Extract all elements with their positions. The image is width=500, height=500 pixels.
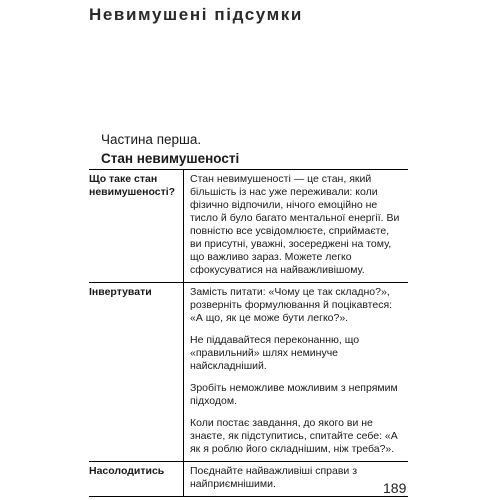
term-cell: Що таке стан невимушеності? — [89, 173, 176, 198]
definition-cell — [183, 462, 408, 496]
definition-cell — [183, 170, 408, 282]
table-row — [89, 462, 408, 497]
table-row — [89, 170, 408, 283]
definition-paragraph: Коли постає завдання, до якого ви не знаєте, як підступитись, спитайте себе: «А як я роблю його складнішим, ніж треба?». — [190, 417, 398, 455]
section-heading — [101, 130, 239, 168]
definition-paragraph: Зробіть неможливе можливим з непрямим підходом. — [190, 382, 398, 407]
part-label: Частина перша. — [101, 132, 202, 147]
definition-paragraph: Поєднайте найважливіші справи з найприємнішими. — [190, 465, 358, 490]
definition-paragraph: Не піддавайтеся переконанню, що «правильний» шлях неминуче найскладніший. — [190, 334, 360, 372]
definition-paragraph: Стан невимушеності — це стан, який більшість із нас уже переживали: коли фізично відпочили, нічого емоційно не тисло й було багато ментальної енергії. Ви повністю все усвідомлюєте, сприймаєте, ви присутні, уважні, зосереджені на тому, що важливо зараз. Можете легко сфокусуватися на найважливішому. — [190, 173, 400, 276]
definition-cell — [183, 283, 408, 461]
table-row — [89, 283, 408, 462]
page-title: Невимушені підсумки — [89, 5, 303, 24]
term-cell: Інвертувати — [89, 286, 152, 298]
part-title: Стан невимушеності — [101, 151, 240, 166]
definition-paragraph: Замість питати: «Чому це так складно?», розверніть формулювання й поцікавтеся: «А що, як це може бути легко?». — [190, 286, 393, 324]
page-number: 189 — [383, 480, 407, 496]
summary-table — [89, 169, 408, 497]
term-cell: Насолодитись — [89, 465, 165, 477]
